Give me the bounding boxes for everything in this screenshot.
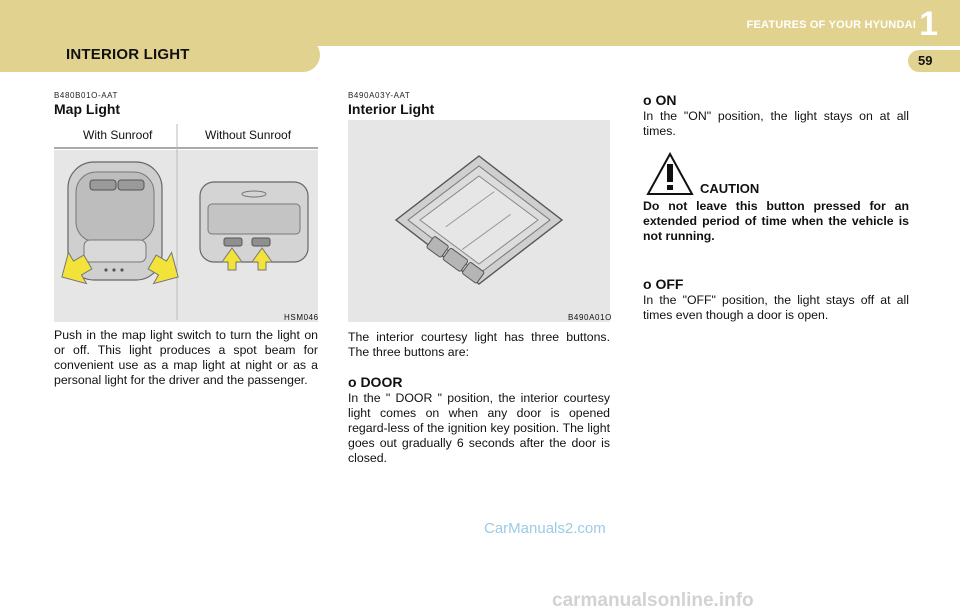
map-light-body: Push in the map light switch to turn the light on or off. This light produces a spot beam for convenient use as a map light at night or as a personal light for the driver and the passenger.	[54, 328, 318, 387]
without-sunroof-label: Without Sunroof	[205, 128, 292, 142]
door-heading: o DOOR	[348, 374, 403, 390]
interior-light-figure	[348, 120, 610, 322]
interior-light-illustration	[348, 120, 610, 322]
on-body: In the "ON" position, the light stays on at all times.	[643, 109, 909, 138]
map-light-title: Map Light	[54, 101, 121, 117]
door-body: In the " DOOR " position, the interior courtesy light comes on when any door is opened regard-less of the ignition key position. The light goes out gradually 6 seconds after the door is closed.	[348, 391, 610, 465]
interior-light-title: Interior Light	[348, 101, 435, 117]
caution-body: Do not leave this button pressed for an extended period of time when the vehicle is not running.	[643, 199, 909, 243]
site-watermark[interactable]: CarManuals2.com	[484, 520, 606, 537]
chapter-label: FEATURES OF YOUR HYUNDAI	[746, 19, 916, 31]
page-number: 59	[918, 53, 933, 68]
map-light-code: B480B01O-AAT	[54, 91, 118, 100]
on-heading: o ON	[643, 92, 677, 108]
section-tab-left	[0, 38, 60, 72]
section-title: INTERIOR LIGHT	[66, 46, 190, 63]
chapter-number: 1	[919, 5, 938, 43]
map-light-figure	[54, 120, 318, 322]
page-number-tab	[908, 50, 960, 72]
off-body: In the "OFF" position, the light stays off at all times even though a door is open.	[643, 293, 909, 322]
caution-title: CAUTION	[700, 181, 760, 196]
map-light-figure-code: HSM046	[284, 313, 319, 322]
interior-light-intro: The interior courtesy light has three buttons. The three buttons are:	[348, 330, 610, 359]
warning-icon	[646, 152, 694, 196]
off-heading: o OFF	[643, 276, 684, 292]
interior-light-code: B490A03Y-AAT	[348, 91, 411, 100]
with-sunroof-label: With Sunroof	[83, 128, 153, 142]
interior-light-figure-code: B490A01O	[568, 313, 612, 322]
map-light-illustration	[54, 120, 318, 322]
footer-watermark: carmanualsonline.info	[552, 590, 754, 611]
